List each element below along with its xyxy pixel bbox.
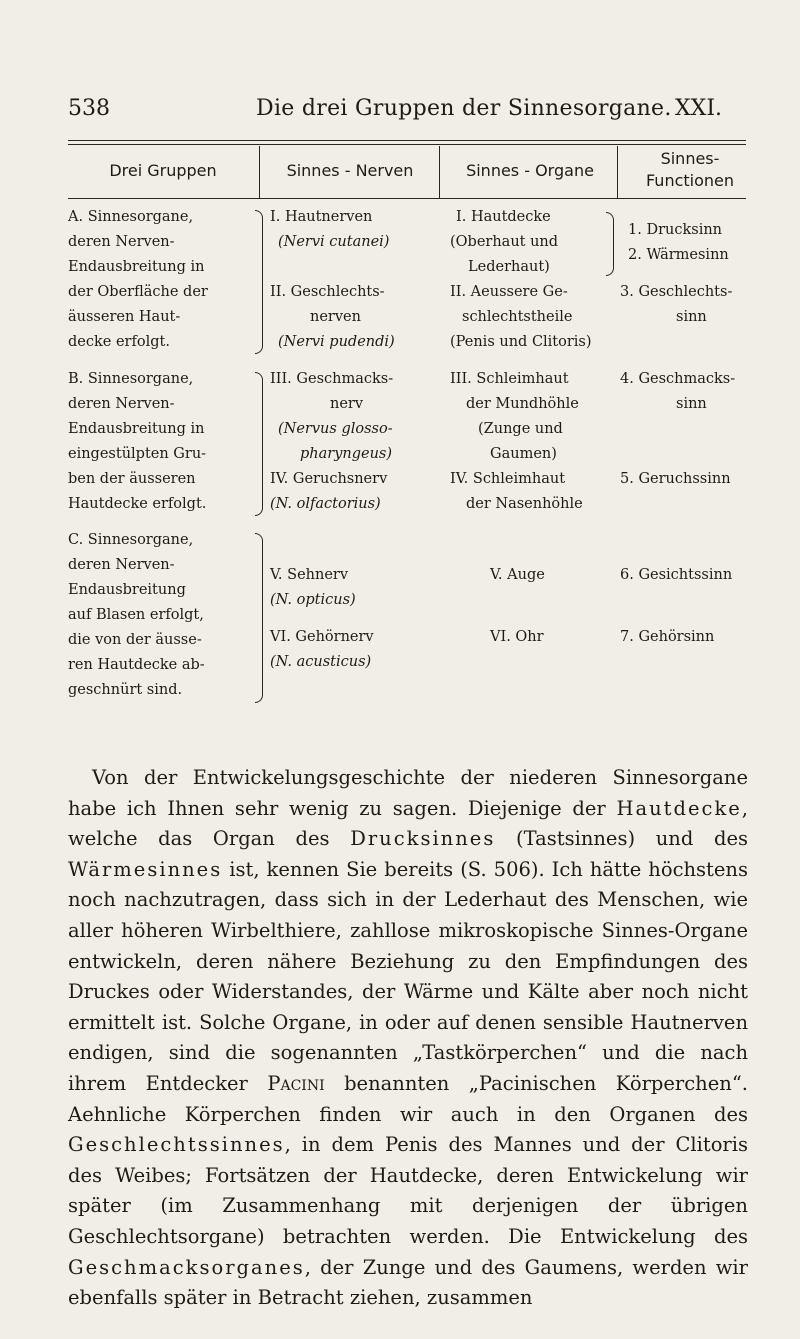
group-a-line: äusseren Haut- [68,309,181,325]
group-b-line: B. Sinnesorgane, [68,371,194,387]
organ-4 [450,467,620,517]
organ-name-cont: der Mundhöhle [466,396,579,412]
emphasized-term: Wärmesinnes [68,857,223,881]
nerve-6 [270,625,440,675]
group-b-line: ben der äusseren [68,471,196,487]
emphasized-term: Hautdecke [616,796,742,820]
organ-6 [490,625,620,650]
function-name: 7. Gehörsinn [620,629,715,645]
paragraph-text: (Tastsinnes) und des [495,827,749,851]
nerve-latin-name: (Nervi cutanei) [278,234,390,250]
group-b-line: Endausbreitung in [68,421,205,437]
table-header-rule [68,198,746,199]
emphasized-term: Drucksinnes [350,827,496,851]
nerve-latin-name: (Nervi pudendi) [278,334,395,350]
paragraph-text: Von der Entwickelungsgeschichte der niederen Sinnesorgane habe ich Ihnen sehr wenig zu sagen. Diejenige der [68,766,748,820]
function-6 [620,563,760,588]
group-a-line: Endausbreitung in [68,259,205,275]
group-a-line: deren Nerven- [68,234,175,250]
column-header-functionen-line2: Functionen [645,171,735,190]
group-c-line: C. Sinnesorgane, [68,532,194,548]
organ-name: V. Auge [490,567,545,583]
column-header-nerven: Sinnes - Nerven [286,161,414,180]
organ-name-cont: der Nasenhöhle [466,496,583,512]
organ-name: VI. Ohr [490,629,544,645]
group-c-brace [255,533,263,703]
column-header-organe: Sinnes - Organe [466,161,594,180]
organ-name-cont: (Zunge und [478,421,563,437]
group-a-line: decke erfolgt. [68,334,170,350]
organ-name: IV. Schleimhaut [450,471,566,487]
organ-name-cont: schlechtstheile [462,309,573,325]
nerve-name: I. Hautnerven [270,209,373,225]
group-c-line: auf Blasen erfolgt, [68,607,204,623]
nerve-3 [270,367,440,467]
function-7 [620,625,760,650]
nerve-4 [270,467,440,517]
nerve-name: III. Geschmacks- [270,371,394,387]
nerve-name-cont: nerven [310,309,361,325]
nerve-latin-name: (N. opticus) [270,592,356,608]
nerve-1 [270,205,440,255]
column-header-functionen [620,148,760,192]
body-paragraph [68,763,748,1314]
organ-name: III. Schleimhaut [450,371,569,387]
paragraph-text: , welche das Organ des [68,796,748,851]
nerve-name: V. Sehnerv [270,567,349,583]
column-divider-3 [617,146,618,198]
group-c-description [68,528,263,703]
group-c-line: ren Hautdecke ab- [68,657,205,673]
group-a-brace [255,210,263,354]
nerve-name: VI. Gehörnerv [270,629,374,645]
organ-3 [450,367,620,467]
nerve-5 [270,563,440,613]
group-c-line: geschnürt sind. [68,682,183,698]
header-rule-top [68,140,746,141]
nerve-2 [270,280,440,355]
function-name-cont: sinn [676,396,707,412]
paragraph-text: ist, kennen Sie bereits (S. 506). Ich hätte höchstens noch nachzutragen, dass sich in der Lederhaut des Menschen, wie aller höheren Wirbelthiere, zahllose mikroskopische Sinnes-Organe entwickeln, deren nähere Beziehung zu den Empfindungen des Druckes oder Widerstandes, der Wärme und Kälte aber noch nicht ermittelt ist. Solche Organe, in oder auf denen sensible Hautnerven endigen, sind die sogenannten „Tastkörperchen“ und die nach ihrem Entdecker [68,857,748,1095]
function-3 [620,280,760,330]
nerve-latin-name-cont: pharyngeus) [300,446,393,462]
group-b-line: deren Nerven- [68,396,175,412]
group-c-line: deren Nerven- [68,557,175,573]
group-c-line: die von der äusse- [68,632,202,648]
organ-5 [490,563,620,588]
author-name: Pacini [267,1071,325,1095]
column-divider-1 [259,146,260,198]
organ-2 [450,280,625,355]
column-header-gruppen: Drei Gruppen [109,161,217,180]
organ-name-cont: Gaumen) [490,446,557,462]
nerve-latin-name: (Nervus glosso- [278,421,393,437]
paragraph-text: , der Zunge und des Gaumens, werden wir ebenfalls später in Betracht ziehen, zusammen [68,1255,748,1310]
page-number: 538 [68,96,110,121]
group-a-line: A. Sinnesorgane, [68,209,194,225]
emphasized-term: Geschmacksorganes [68,1255,305,1279]
organ-name: I. Hautdecke [456,209,551,225]
function-1-2 [628,218,758,268]
nerve-name: IV. Geruchsnerv [270,471,388,487]
nerve-latin-name: (N. olfactorius) [270,496,381,512]
function-name: 5. Geruchssinn [620,471,731,487]
organ-name-cont: (Penis und Clitoris) [450,334,592,350]
chapter-number: XXI. [675,96,723,121]
function-4 [620,367,760,417]
group-a-line: der Oberfläche der [68,284,208,300]
emphasized-term: Geschlechtssinnes [68,1133,285,1157]
running-title: Die drei Gruppen der Sinnesorgane. [256,96,672,121]
function-name: 2. Wärmesinn [628,247,729,263]
function-name-cont: sinn [676,309,707,325]
function-name: 4. Geschmacks- [620,371,736,387]
organ-name: II. Aeussere Ge- [450,284,568,300]
group-b-line: eingestülpten Gru- [68,446,207,462]
paragraph-text: , in dem Penis des Mannes und der Clitoris des Weibes; Fortsätzen der Hautdecke, deren Entwickelung wir später (im Zusammenhang mit derjenigen der übrigen Geschlechtsorgane) betrachten werden. Die Entwickelung des [68,1133,748,1248]
column-divider-2 [439,146,440,198]
function-5 [620,467,760,492]
paragraph-text: benannten „Pacinischen Körperchen“. Aehnliche Körperchen finden wir auch in den Organen des [68,1071,748,1126]
organ-name-cont: (Oberhaut und [450,234,559,250]
nerve-name-cont: nerv [330,396,364,412]
group-b-line: Hautdecke erfolgt. [68,496,207,512]
group-c-line: Endausbreitung [68,582,186,598]
group-b-description [68,367,263,517]
function-name: 3. Geschlechts- [620,284,733,300]
header-rule-bottom [68,144,746,145]
nerve-latin-name: (N. acusticus) [270,654,372,670]
organ-1-brace [606,212,614,276]
function-name: 1. Drucksinn [628,222,723,238]
function-name: 6. Gesichtssinn [620,567,733,583]
nerve-name: II. Geschlechts- [270,284,385,300]
organ-1 [450,205,620,280]
group-a-description [68,205,263,355]
column-header-functionen-line1: Sinnes- [660,149,720,168]
group-b-brace [255,372,263,516]
organ-name-cont: Lederhaut) [468,259,550,275]
